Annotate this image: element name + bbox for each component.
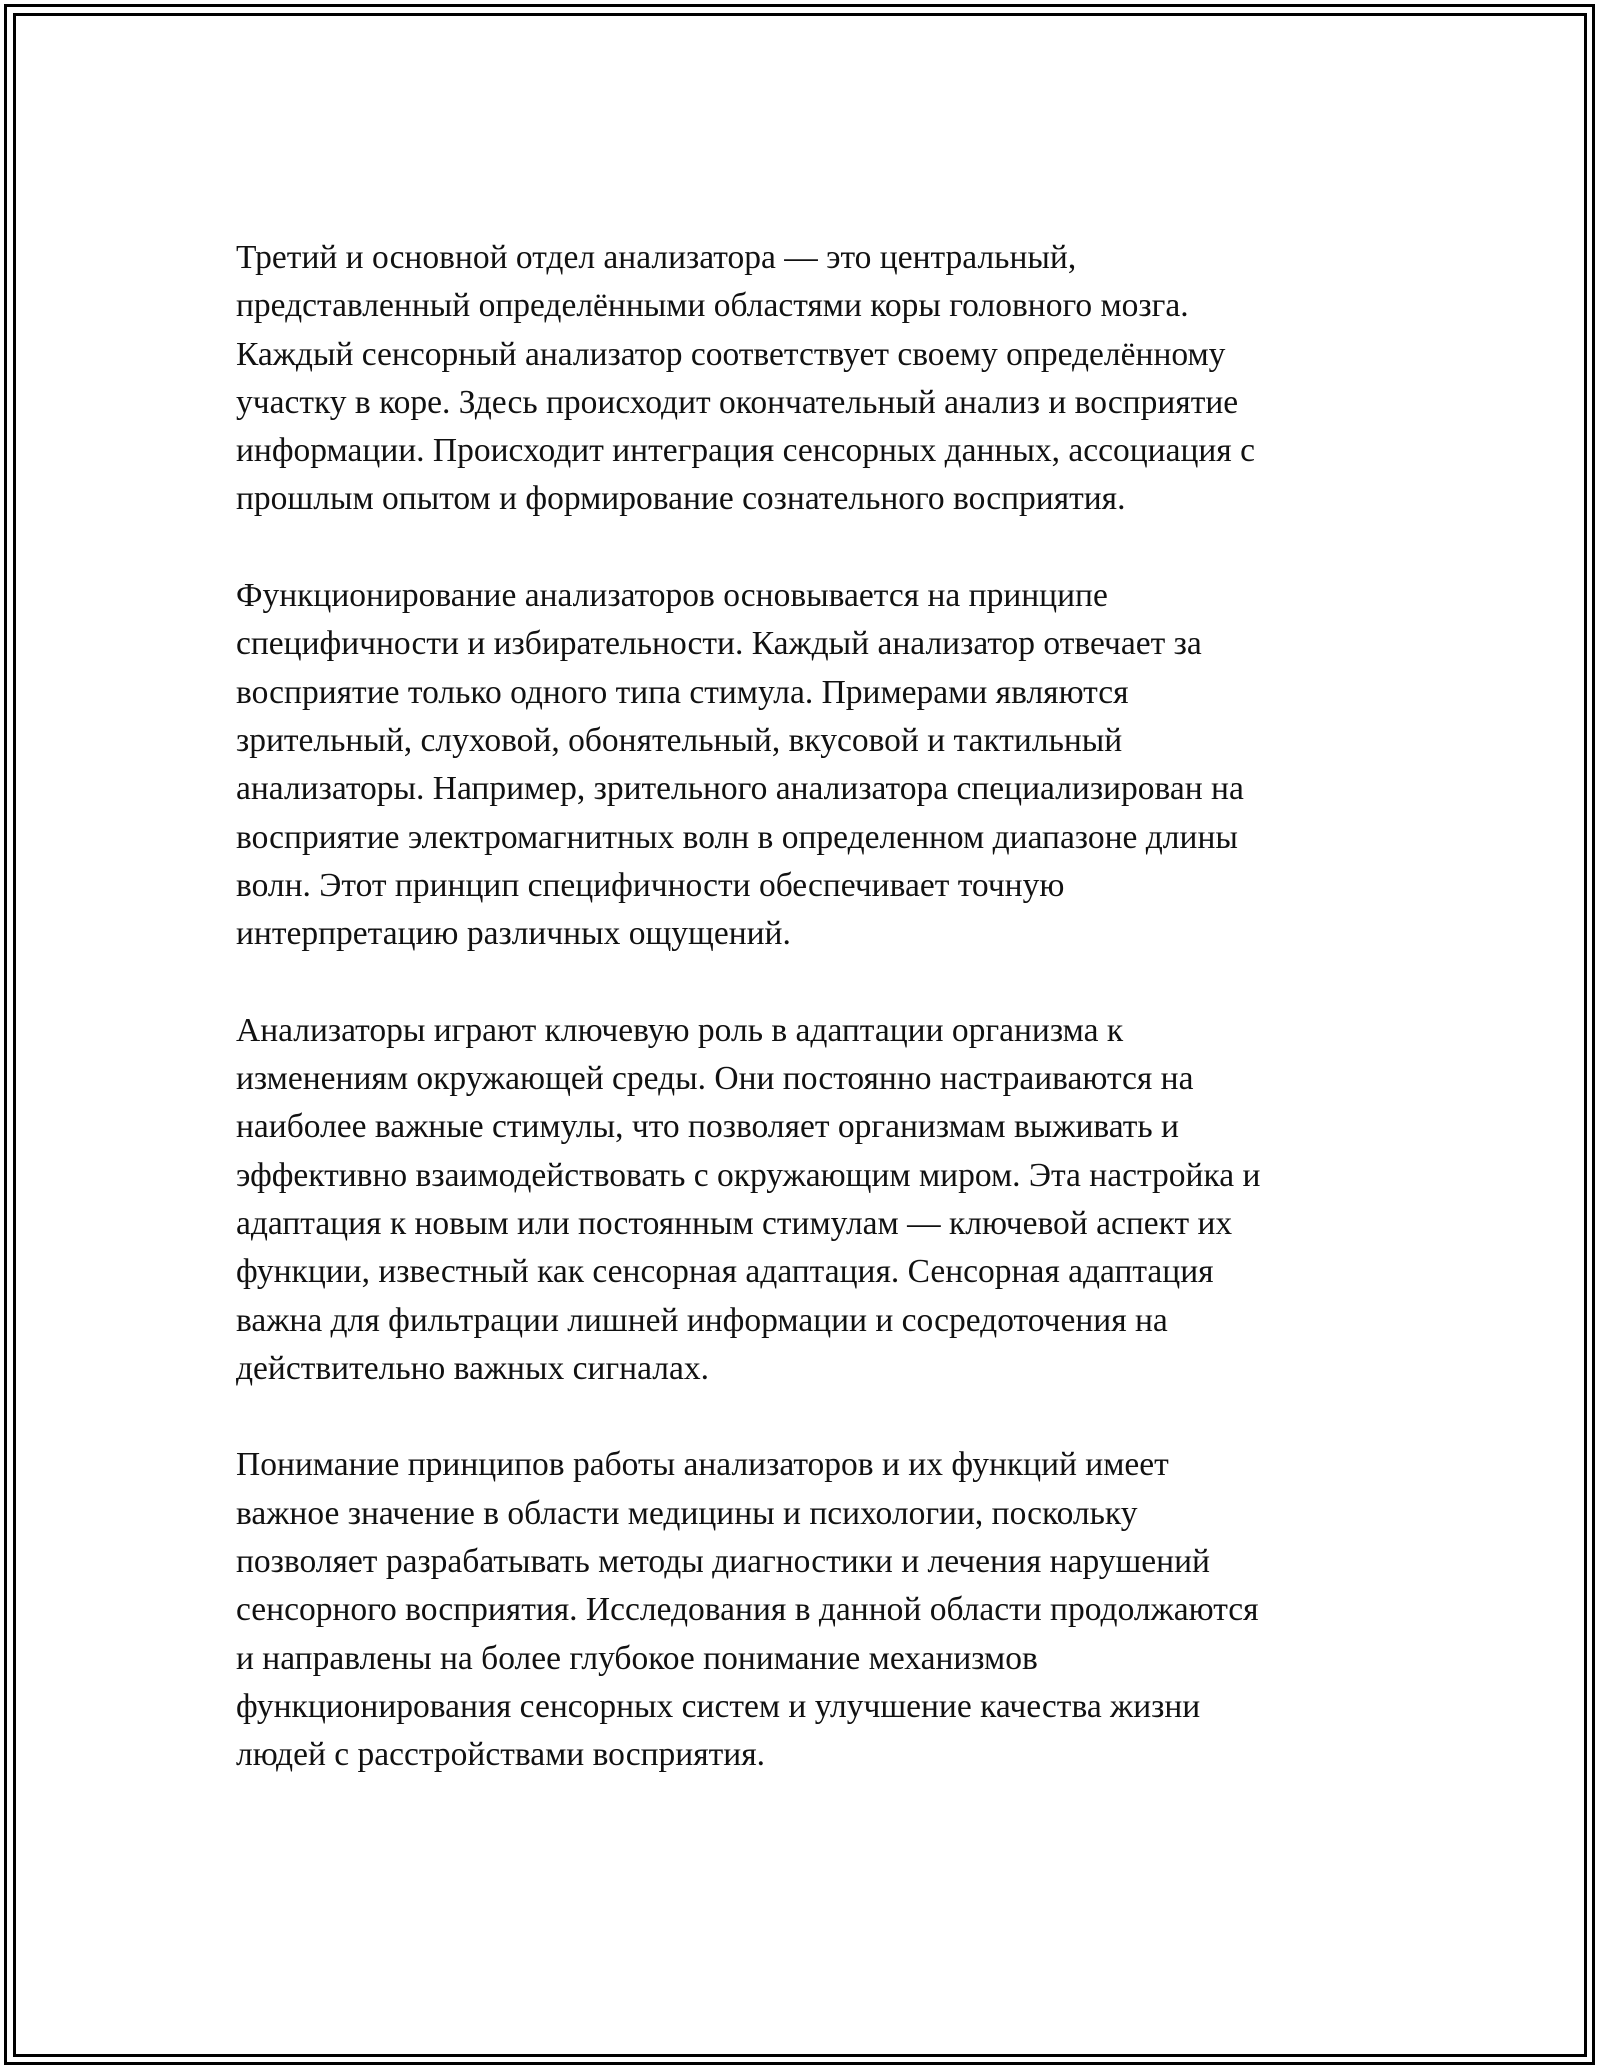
paragraph-specificity: Функционирование анализаторов основывается на принципе специфичности и избирательности. Каждый анализатор отвечает за восприятие только одного типа стимула. Примерами являются зрительный, слуховой, обонятельный, вкусовой и тактильный анализаторы. Например, зрительного анализатора специализирован на восприятие электромагнитных волн в определенном диапазоне длины волн. Этот принцип специфичности обеспечивает точную интерпретацию различных ощущений. [236, 577, 1244, 953]
document-body [236, 234, 1376, 1780]
paragraph-adaptation: Анализаторы играют ключевую роль в адаптации организма к изменениям окружающей среды. Они постоянно настраиваются на наиболее важные стимулы, что позволяет организмам выживать и эффективно взаимодействовать с окружающим миром. Эта настройка и адаптация к новым или постоянным стимулам — ключевой аспект их функции, известный как сенсорная адаптация. Сенсорная адаптация важна для фильтрации лишней информации и сосредоточения на действительно важных сигналах. [236, 1011, 1261, 1387]
paragraph-central-analyzer: Третий и основной отдел анализатора — это центральный, представленный определёнными областями коры головного мозга. Каждый сенсорный анализатор соответствует своему определённому участку в коре. Здесь происходит окончательный анализ и восприятие информации. Происходит интеграция сенсорных данных, ассоциация с прошлым опытом и формирование сознательного восприятия. [236, 239, 1255, 518]
paragraph-medicine-psychology: Понимание принципов работы анализаторов и их функций имеет важное значение в области медицины и психологии, поскольку позволяет разрабатывать методы диагностики и лечения нарушений сенсорного восприятия. Исследования в данной области продолжаются и направлены на более глубокое понимание механизмов функционирования сенсорных систем и улучшение качества жизни людей с расстройствами восприятия. [236, 1446, 1259, 1774]
